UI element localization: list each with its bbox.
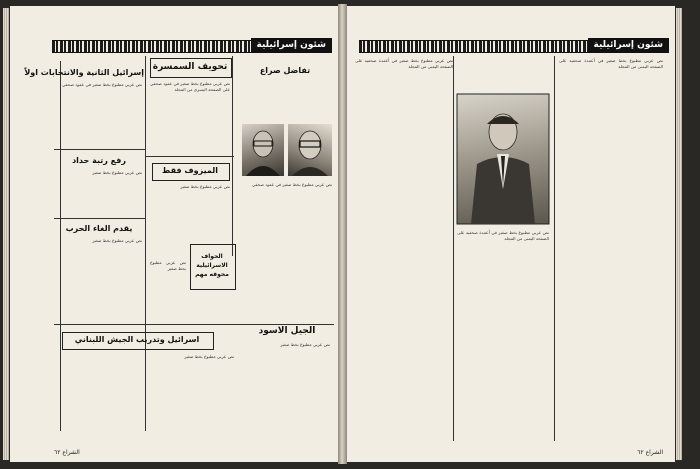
article-text: نص عربي مطبوع بخط صغير في عمود صحفي	[252, 182, 332, 187]
article-text: نص عربي مطبوع بخط صغير	[180, 184, 230, 189]
left-page	[10, 6, 338, 462]
column-rule	[453, 56, 454, 441]
article-text: نص عربي مطبوع بخط صغير	[92, 238, 142, 243]
row-rule	[54, 324, 334, 325]
article-text: نص عربي مطبوع بخط صغير	[150, 260, 186, 272]
section-header-strip	[52, 40, 332, 53]
portrait-photo	[288, 124, 332, 176]
headline: تحويف السمسرة	[152, 62, 228, 72]
row-rule	[54, 149, 146, 150]
section-label: شئون إسرائيلية	[588, 38, 669, 53]
headline: رفع رتبة حداد	[72, 156, 126, 165]
headline: يقدم الغاء الحرب	[65, 224, 133, 233]
right-page	[347, 6, 675, 462]
row-rule	[54, 218, 146, 219]
article-text: نص عربي مطبوع بخط صغير في عمود صحفي على الصفحة اليسرى من المجلة	[150, 81, 230, 93]
page-edge-left	[3, 8, 9, 460]
book-spine	[338, 4, 347, 464]
section-header-strip	[359, 40, 669, 53]
article-text: نص عربي مطبوع بخط صغير	[280, 342, 330, 347]
page-folio: الشراع ٦٢	[637, 449, 663, 456]
article-text: نص عربي مطبوع بخط صغير في أعمدة صحفية على الصفحة اليمنى من المجلة	[559, 58, 663, 70]
section-label: شئون إسرائيلية	[251, 38, 332, 53]
headline: الحواف الاسرائيلية محوفه مهم	[195, 253, 229, 278]
headline: إسرائيل الثانية والانتخابات اولاً	[24, 68, 144, 77]
article-text: نص عربي مطبوع بخط صغير	[92, 170, 142, 175]
article-text: نص عربي مطبوع بخط صغير في أعمدة صحفية على الصفحة اليمنى من المجلة	[457, 230, 549, 242]
article-text: نص عربي مطبوع بخط صغير في أعمدة صحفية على الصفحة اليمنى من المجلة	[355, 58, 453, 70]
column-rule	[554, 56, 555, 441]
headline: اسرائيل وتدريب الجيش اللبناني	[74, 335, 200, 344]
page-edge-right	[676, 8, 682, 460]
headline: الميزوف فقط	[162, 166, 218, 175]
article-text: نص عربي مطبوع بخط صغير	[184, 354, 234, 359]
headline: تفاضل صراع	[259, 66, 311, 75]
article-text: نص عربي مطبوع بخط صغير في عمود صحفي	[62, 82, 142, 87]
portrait-photo	[242, 124, 284, 176]
headline: الجيل الاسود	[258, 326, 316, 336]
page-folio: الشراع ٦٢	[54, 449, 80, 456]
row-rule	[146, 156, 234, 157]
news-photo	[457, 94, 549, 224]
